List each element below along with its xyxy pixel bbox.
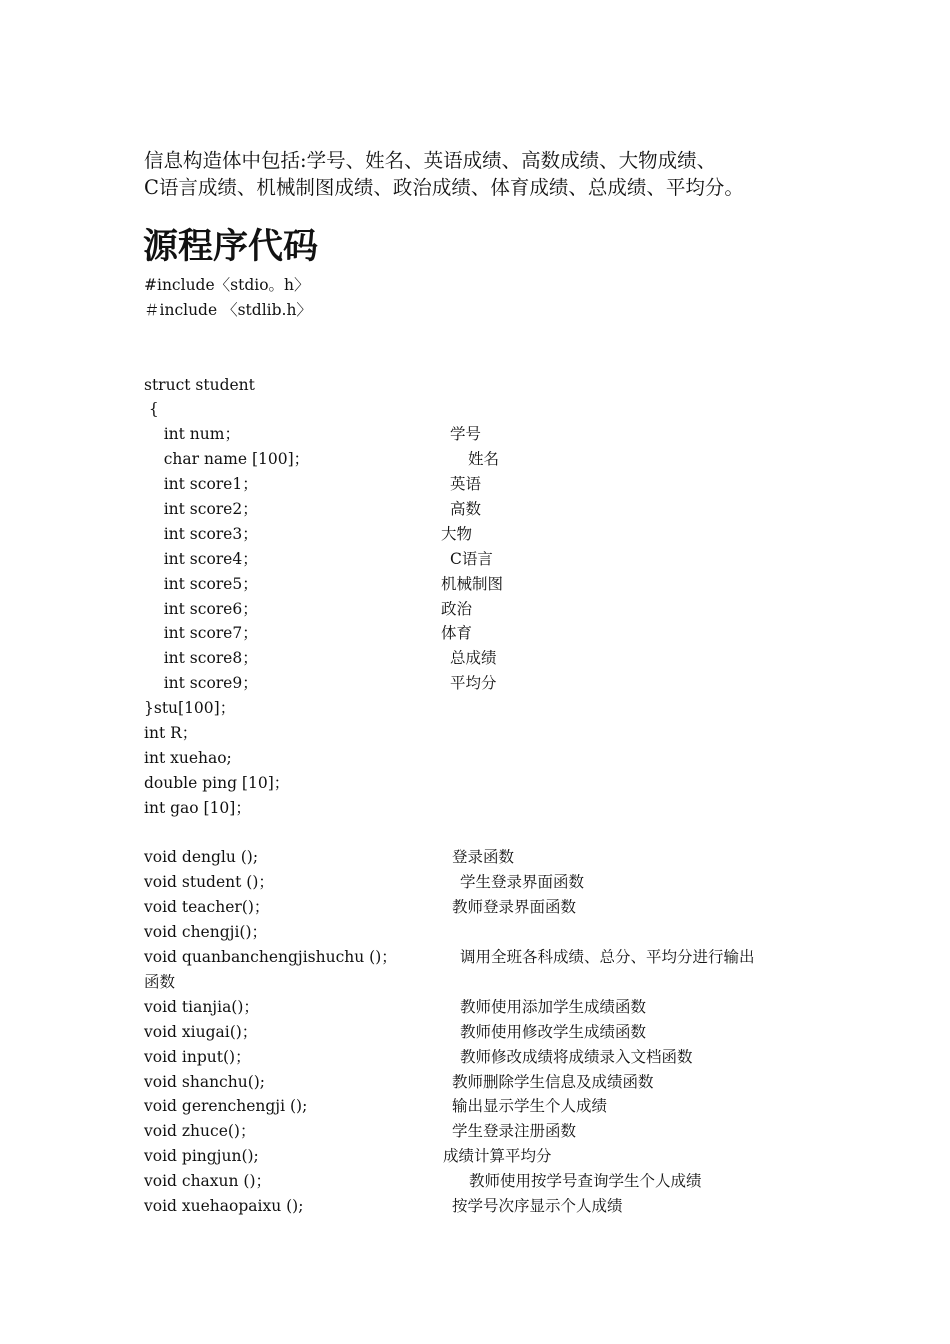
code-text: struct student xyxy=(144,375,255,394)
code-text: void teacher()； xyxy=(144,898,270,917)
code-text: void xuehaopaixu (); xyxy=(144,1196,304,1215)
code-comment: 调用全班各科成绩、总分、平均分进行输出 xyxy=(460,948,755,967)
code-line xyxy=(144,945,904,970)
code-comment: C语言 xyxy=(450,549,493,568)
code-line xyxy=(144,821,904,846)
code-text: void xiugai()； xyxy=(144,1022,258,1041)
source-code-block xyxy=(144,273,904,1219)
code-text: void input()； xyxy=(144,1047,251,1066)
code-comment: 高数 xyxy=(450,500,482,519)
code-text: int score9； xyxy=(144,674,258,693)
code-text: char name [100]； xyxy=(144,450,310,469)
code-text: }stu[100]； xyxy=(144,699,236,718)
code-comment: 教师使用修改学生成绩函数 xyxy=(460,1022,647,1041)
code-line xyxy=(144,920,904,945)
code-text: void pingjun(); xyxy=(144,1147,259,1166)
code-line xyxy=(144,572,904,597)
code-text: 函数 xyxy=(144,972,176,991)
code-comment: 总成绩 xyxy=(450,649,497,668)
code-text: void chaxun ()； xyxy=(144,1172,272,1191)
code-line xyxy=(144,895,904,920)
code-comment: 教师删除学生信息及成绩函数 xyxy=(452,1072,654,1091)
code-comment: 机械制图 xyxy=(441,574,504,593)
code-text: double ping [10]； xyxy=(144,773,290,792)
code-line xyxy=(144,621,904,646)
code-comment: 成绩计算平均分 xyxy=(443,1147,552,1166)
code-line xyxy=(144,796,904,821)
code-line xyxy=(144,348,904,373)
code-text: void shanchu(); xyxy=(144,1072,266,1091)
code-text: void zhuce()； xyxy=(144,1122,256,1141)
code-comment: 教师登录界面函数 xyxy=(452,898,577,917)
code-text: void chengji()； xyxy=(144,923,267,942)
code-comment: 大物 xyxy=(441,524,473,543)
code-line xyxy=(144,1094,904,1119)
code-comment: 学号 xyxy=(450,425,482,444)
code-line xyxy=(144,646,904,671)
code-line xyxy=(144,1119,904,1144)
code-line xyxy=(144,422,904,447)
code-comment: 英语 xyxy=(450,475,482,494)
code-comment: 教师使用添加学生成绩函数 xyxy=(460,997,647,1016)
code-text: #include〈stdio。h〉 xyxy=(144,276,310,294)
code-line xyxy=(144,746,904,771)
code-line xyxy=(144,472,904,497)
code-text: void student ()； xyxy=(144,873,274,892)
code-line xyxy=(144,497,904,522)
code-text: int num； xyxy=(144,425,240,444)
code-line xyxy=(144,671,904,696)
code-line xyxy=(144,1169,904,1194)
code-line xyxy=(144,447,904,472)
code-line xyxy=(144,845,904,870)
code-line xyxy=(144,397,904,422)
code-text: ＃include 〈stdlib.h〉 xyxy=(144,300,312,319)
code-comment: 政治 xyxy=(441,599,473,618)
code-line xyxy=(144,870,904,895)
code-comment: 教师修改成绩将成绩录入文档函数 xyxy=(460,1047,693,1066)
code-line xyxy=(144,1194,904,1219)
code-text: void gerenchengji (); xyxy=(144,1097,308,1116)
code-line xyxy=(144,1070,904,1095)
code-line xyxy=(144,1020,904,1045)
code-text: int score6； xyxy=(144,599,258,618)
code-line xyxy=(144,1045,904,1070)
code-text: void denglu (); xyxy=(144,848,259,867)
code-line xyxy=(144,373,904,398)
code-comment: 体育 xyxy=(441,624,473,643)
code-text: int xuehao; xyxy=(144,748,232,767)
code-text: void quanbanchengjishuchu ()； xyxy=(144,948,397,967)
code-comment: 输出显示学生个人成绩 xyxy=(452,1097,608,1116)
code-text: int gao [10]； xyxy=(144,798,251,817)
code-line xyxy=(144,696,904,721)
code-comment: 按学号次序显示个人成绩 xyxy=(452,1196,623,1215)
code-text: int score8； xyxy=(144,649,258,668)
section-heading: 源程序代码 xyxy=(143,227,319,267)
code-comment: 学生登录注册函数 xyxy=(452,1122,577,1141)
code-line xyxy=(144,298,904,323)
code-line xyxy=(144,547,904,572)
code-text: void tianjia()； xyxy=(144,997,259,1016)
code-line xyxy=(144,597,904,622)
code-comment: 平均分 xyxy=(450,674,497,693)
code-text: int score5； xyxy=(144,574,258,593)
code-text: { xyxy=(144,400,159,419)
intro-paragraph xyxy=(144,147,844,201)
code-line xyxy=(144,970,904,995)
code-text: int R； xyxy=(144,724,198,743)
code-line xyxy=(144,1144,904,1169)
code-line xyxy=(144,721,904,746)
code-comment: 登录函数 xyxy=(452,848,515,867)
code-text: int score1； xyxy=(144,475,258,494)
code-line xyxy=(144,323,904,348)
code-comment: 姓名 xyxy=(468,450,500,469)
code-text: int score7； xyxy=(144,624,258,643)
intro-line: 信息构造体中包括:学号、姓名、英语成绩、高数成绩、大物成绩、 xyxy=(144,149,717,172)
code-line xyxy=(144,771,904,796)
intro-line: C语言成绩、机械制图成绩、政治成绩、体育成绩、总成绩、平均分。 xyxy=(144,176,744,199)
code-line xyxy=(144,522,904,547)
code-comment: 学生登录界面函数 xyxy=(460,873,585,892)
code-line xyxy=(144,995,904,1020)
code-text: int score3； xyxy=(144,524,258,543)
code-text: int score4； xyxy=(144,549,258,568)
code-text: int score2； xyxy=(144,500,258,519)
code-line xyxy=(144,273,904,298)
code-comment: 教师使用按学号查询学生个人成绩 xyxy=(469,1172,702,1191)
